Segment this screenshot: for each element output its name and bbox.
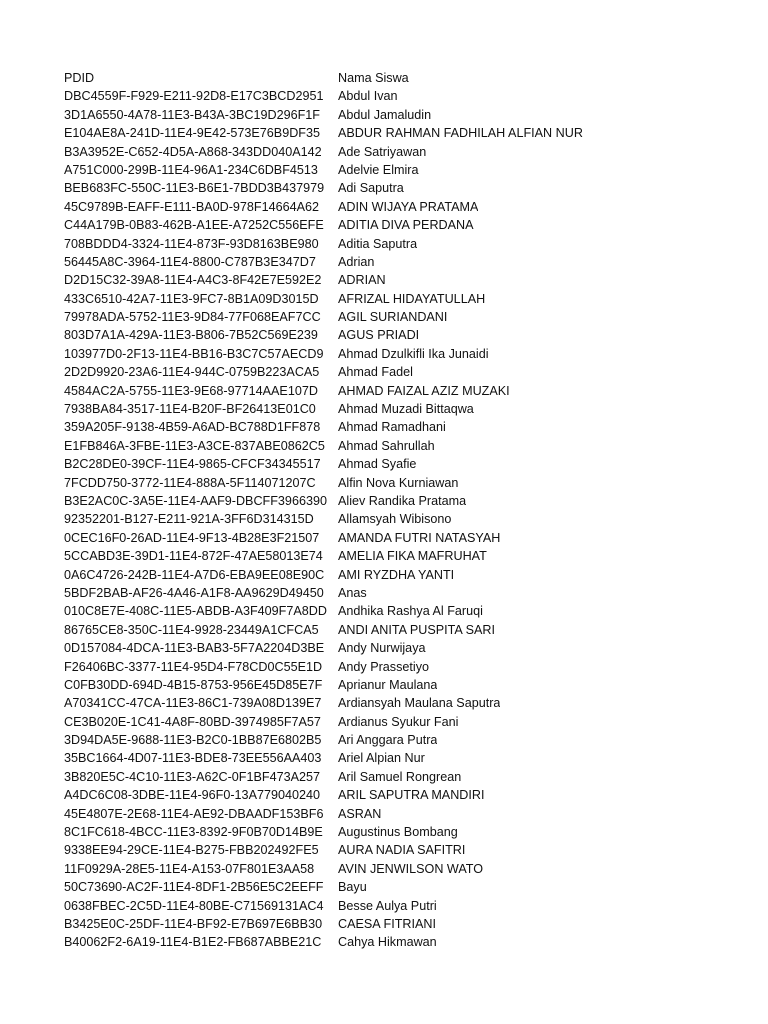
student-name-cell: Ahmad Dzulkifli Ika Junaidi [338,346,489,361]
table-row [64,345,704,363]
pdid-cell: 50C73690-AC2F-11E4-8DF1-2B56E5C2EEFF [64,880,324,895]
table-row [64,216,704,234]
pdid-cell: 8C1FC618-4BCC-11E3-8392-9F0B70D14B9E [64,825,323,840]
table-row [64,823,704,841]
table-row [64,676,704,694]
student-name-cell: Adrian [338,254,375,269]
table-row [64,474,704,492]
table-row [64,253,704,271]
table-row [64,106,704,124]
pdid-cell: 11F0929A-28E5-11E4-A153-07F801E3AA58 [64,861,315,876]
table-row [64,437,704,455]
student-name-cell: Ahmad Sahrullah [338,438,435,453]
pdid-cell: A751C000-299B-11E4-96A1-234C6DBF4513 [64,162,318,177]
pdid-cell: 9338EE94-29CE-11E4-B275-FBB202492FE5 [64,843,319,858]
table-row [64,768,704,786]
table-row [64,584,704,602]
table-row [64,326,704,344]
student-name-cell: Augustinus Bombang [338,825,458,840]
student-name-cell: Ahmad Muzadi Bittaqwa [338,402,474,417]
pdid-cell: 45C9789B-EAFF-E111-BA0D-978F14664A62 [64,199,320,214]
header-row [64,69,704,87]
pdid-cell: 35BC1664-4D07-11E3-BDE8-73EE556AA403 [64,751,322,766]
pdid-cell: 3D1A6550-4A78-11E3-B43A-3BC19D296F1F [64,107,320,122]
pdid-cell: CE3B020E-1C41-4A8F-80BD-3974985F7A57 [64,714,321,729]
table-row [64,271,704,289]
student-name-cell: AURA NADIA SAFITRI [338,843,466,858]
table-row [64,400,704,418]
pdid-cell: DBC4559F-F929-E211-92D8-E17C3BCD2951 [64,89,324,104]
student-name-cell: AMI RYZDHA YANTI [338,567,455,582]
pdid-cell: C0FB30DD-694D-4B15-8753-956E45D85E7F [64,677,323,692]
pdid-cell: 5BDF2BAB-AF26-4A46-A1F8-AA9629D49450 [64,585,324,600]
student-name-cell: ABDUR RAHMAN FADHILAH ALFIAN NUR [338,126,583,141]
student-name-cell: Aliev Randika Pratama [338,493,467,508]
table-row [64,382,704,400]
pdid-cell: 103977D0-2F13-11E4-BB16-B3C7C57AECD9 [64,346,324,361]
pdid-cell: 7938BA84-3517-11E4-B20F-BF26413E01C0 [64,402,316,417]
pdid-cell: 359A205F-9138-4B59-A6AD-BC788D1FF878 [64,420,321,435]
pdid-cell: B2C28DE0-39CF-11E4-9865-CFCF34345517 [64,457,321,472]
table-row [64,694,704,712]
table-row [64,529,704,547]
pdid-cell: F26406BC-3377-11E4-95D4-F78CD0C55E1D [64,659,323,674]
student-name-cell: AHMAD FAIZAL AZIZ MUZAKI [338,383,510,398]
pdid-cell: B3E2AC0C-3A5E-11E4-AAF9-DBCFF3966390 [64,493,327,508]
student-name-cell: Alfin Nova Kurniawan [338,475,459,490]
student-name-cell: Bayu [338,880,367,895]
student-name-cell: Andy Prassetiyo [338,659,429,674]
table-row [64,510,704,528]
table-row [64,87,704,105]
table-row [64,915,704,933]
table-row [64,731,704,749]
student-name-cell: Ahmad Syafie [338,457,417,472]
student-name-cell: Cahya Hikmawan [338,935,437,950]
pdid-cell: D2D15C32-39A8-11E4-A4C3-8F42E7E592E2 [64,273,322,288]
pdid-cell: 4584AC2A-5755-11E3-9E68-97714AAE107D [64,383,318,398]
table-row [64,805,704,823]
pdid-cell: 803D7A1A-429A-11E3-B806-7B52C569E239 [64,328,318,343]
pdid-cell: 79978ADA-5752-11E3-9D84-77F068EAF7CC [64,310,321,325]
pdid-cell: A4DC6C08-3DBE-11E4-96F0-13A779040240 [64,788,321,803]
table-row [64,363,704,381]
pdid-cell: E1FB846A-3FBE-11E3-A3CE-837ABE0862C5 [64,438,325,453]
student-name-cell: AVIN JENWILSON WATO [338,861,484,876]
pdid-cell: 0CEC16F0-26AD-11E4-9F13-4B28E3F21507 [64,530,320,545]
table-row [64,161,704,179]
pdid-cell: B3A3952E-C652-4D5A-A868-343DD040A142 [64,144,322,159]
student-name-cell: Ade Satriyawan [338,144,427,159]
student-name-cell: Allamsyah Wibisono [338,512,452,527]
table-row [64,639,704,657]
pdid-cell: 5CCABD3E-39D1-11E4-872F-47AE58013E74 [64,549,323,564]
student-name-cell: Ari Anggara Putra [338,733,438,748]
student-name-cell: Aditia Saputra [338,236,418,251]
student-name-cell: AMANDA FUTRI NATASYAH [338,530,501,545]
student-name-cell: AGIL SURIANDANI [338,310,448,325]
pdid-cell: 45E4807E-2E68-11E4-AE92-DBAADF153BF6 [64,806,324,821]
table-row [64,198,704,216]
student-name-cell: ADITIA DIVA PERDANA [338,218,474,233]
pdid-cell: 86765CE8-350C-11E4-9928-23449A1CFCA5 [64,622,319,637]
pdid-cell: E104AE8A-241D-11E4-9E42-573E76B9DF35 [64,126,321,141]
table-row [64,713,704,731]
student-name-cell: CAESA FITRIANI [338,916,436,931]
table-row [64,492,704,510]
pdid-cell: 0D157084-4DCA-11E3-BAB3-5F7A2204D3BE [64,641,325,656]
student-name-cell: ARIL SAPUTRA MANDIRI [338,788,485,803]
student-name-cell: Adelvie Elmira [338,162,419,177]
pdid-cell: 0638FBEC-2C5D-11E4-80BE-C71569131AC4 [64,898,324,913]
student-name-cell: Ariel Alpian Nur [338,751,425,766]
student-name-cell: Abdul Jamaludin [338,107,432,122]
pdid-cell: 56445A8C-3964-11E4-8800-C787B3E347D7 [64,254,316,269]
table-row [64,143,704,161]
pdid-cell: 433C6510-42A7-11E3-9FC7-8B1A09D3015D [64,291,319,306]
table-row [64,179,704,197]
student-name-cell: AFRIZAL HIDAYATULLAH [338,291,486,306]
table-row [64,566,704,584]
table-row [64,841,704,859]
table-body [64,87,704,951]
student-name-cell: Adi Saputra [338,181,404,196]
pdid-cell: 2D2D9920-23A6-11E4-944C-0759B223ACA5 [64,365,320,380]
table-row [64,897,704,915]
table-row [64,547,704,565]
spreadsheet-table [64,69,704,952]
pdid-cell: 3B820E5C-4C10-11E3-A62C-0F1BF473A257 [64,769,320,784]
table-row [64,235,704,253]
pdid-cell: B40062F2-6A19-11E4-B1E2-FB687ABBE21C [64,935,322,950]
table-row [64,621,704,639]
table-row [64,602,704,620]
student-name-cell: Aprianur Maulana [338,677,438,692]
column-header-pdid: PDID [64,71,95,85]
table-row [64,933,704,951]
student-name-cell: Besse Aulya Putri [338,898,437,913]
student-name-cell: Ahmad Ramadhani [338,420,446,435]
table-row [64,749,704,767]
pdid-cell: 708BDDD4-3324-11E4-873F-93D8163BE980 [64,236,319,251]
student-name-cell: Aril Samuel Rongrean [338,769,462,784]
pdid-cell: 3D94DA5E-9688-11E3-B2C0-1BB87E6802B5 [64,733,322,748]
student-name-cell: ADIN WIJAYA PRATAMA [338,199,479,214]
student-name-cell: ASRAN [338,806,382,821]
table-row [64,786,704,804]
pdid-cell: 0A6C4726-242B-11E4-A7D6-EBA9EE08E90C [64,567,325,582]
student-name-cell: Ardianus Syukur Fani [338,714,459,729]
pdid-cell: 010C8E7E-408C-11E5-ABDB-A3F409F7A8DD [64,604,327,619]
table-row [64,658,704,676]
table-row [64,418,704,436]
pdid-cell: B3425E0C-25DF-11E4-BF92-E7B697E6BB30 [64,916,323,931]
student-name-cell: Andhika Rashya Al Faruqi [338,604,483,619]
pdid-cell: BEB683FC-550C-11E3-B6E1-7BDD3B437979 [64,181,325,196]
student-name-cell: Ahmad Fadel [338,365,413,380]
student-name-cell: Andy Nurwijaya [338,641,426,656]
pdid-cell: C44A179B-0B83-462B-A1EE-A7252C556EFE [64,218,324,233]
student-name-cell: AMELIA FIKA MAFRUHAT [338,549,487,564]
table-row [64,290,704,308]
student-name-cell: ANDI ANITA PUSPITA SARI [338,622,495,637]
pdid-cell: A70341CC-47CA-11E3-86C1-739A08D139E7 [64,696,322,711]
student-name-cell: AGUS PRIADI [338,328,420,343]
pdid-cell: 92352201-B127-E211-921A-3FF6D314315D [64,512,314,527]
column-header-nama-siswa: Nama Siswa [338,71,409,85]
student-name-cell: ADRIAN [338,273,386,288]
student-name-cell: Anas [338,585,367,600]
student-name-cell: Abdul Ivan [338,89,398,104]
table-row [64,124,704,142]
student-name-cell: Ardiansyah Maulana Saputra [338,696,501,711]
table-row [64,455,704,473]
table-row [64,308,704,326]
table-row [64,860,704,878]
table-row [64,878,704,896]
pdid-cell: 7FCDD750-3772-11E4-888A-5F114071207C [64,475,316,490]
